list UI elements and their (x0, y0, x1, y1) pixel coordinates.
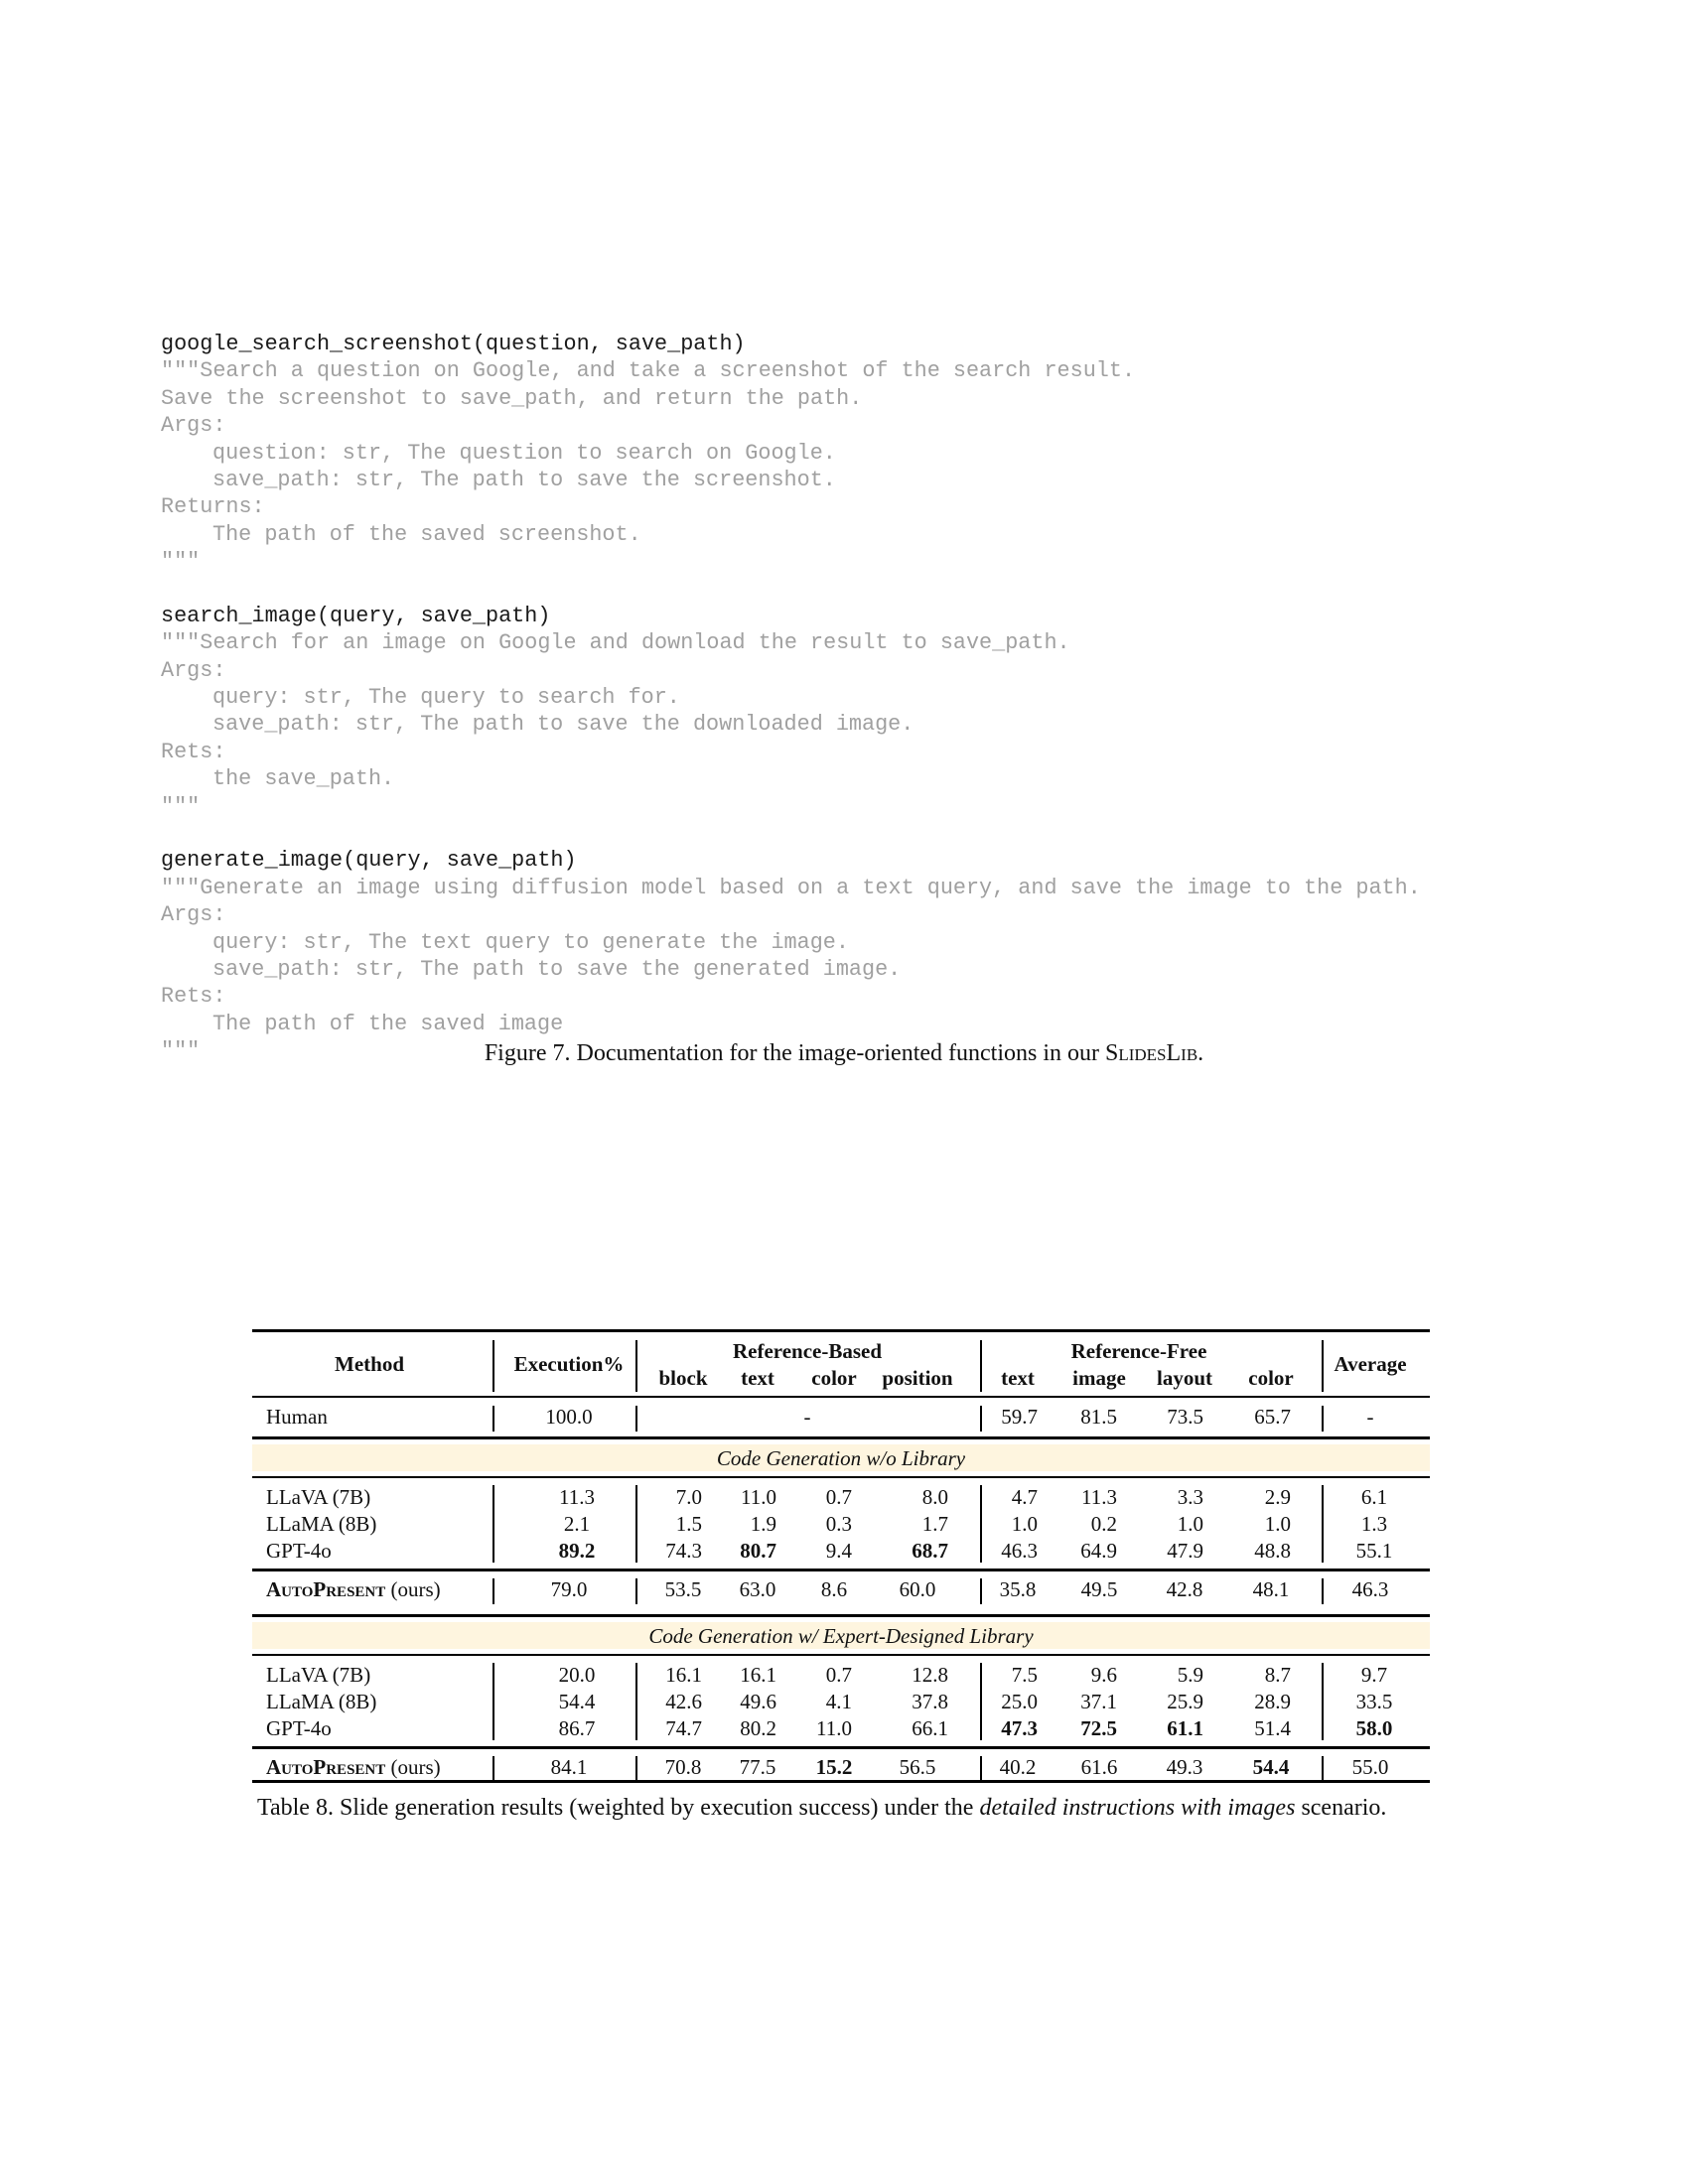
autopresent-name: AutoPresent (266, 1755, 386, 1779)
cell-ref-based: 0.3 (825, 1512, 852, 1536)
figure-caption-text: Figure 7. Documentation for the image-oriented functions in our (484, 1040, 1105, 1066)
header-method: Method (335, 1352, 404, 1376)
column-separator (492, 1406, 494, 1432)
column-separator (492, 1756, 494, 1782)
human-execution: 100.0 (545, 1405, 593, 1429)
ours-ref-free: 42.8 (1166, 1577, 1203, 1601)
table-8-caption (257, 1795, 1386, 1822)
header-ref-free-color: color (1248, 1366, 1294, 1390)
function-signature: generate_image(query, save_path) (161, 848, 577, 874)
column-separator (980, 1663, 982, 1740)
table-caption-suffix: scenario. (1295, 1795, 1387, 1821)
cell-ref-based: 16.1 (665, 1663, 702, 1687)
docstring-line: Rets: (161, 739, 226, 764)
docstring-line: save_path: str, The path to save the downloaded image. (212, 712, 914, 738)
table-caption-scenario: detailed instructions with images (979, 1795, 1296, 1821)
ours-ref-based: 8.6 (820, 1577, 848, 1601)
docstring-line: query: str, The text query to generate the image. (212, 929, 849, 955)
cell-ref-based: 66.1 (912, 1716, 948, 1740)
cell-ref-free: 64.9 (1080, 1539, 1117, 1563)
row-method: LLaMA (8B) (266, 1690, 377, 1713)
cell-ref-free: 25.0 (1001, 1690, 1038, 1713)
table-caption-prefix: Table 8. Slide generation results (weighted by execution success) under the (257, 1795, 980, 1821)
docstring-line: """Generate an image using diffusion model based on a text query, and save the image to the path. (161, 875, 1421, 900)
blank-line (161, 820, 1421, 847)
cell-ref-free: 0.2 (1090, 1512, 1117, 1536)
column-separator (1322, 1340, 1324, 1392)
cell-execution: 2.1 (563, 1512, 591, 1536)
human-method: Human (266, 1405, 328, 1429)
cell-ref-free: 1.0 (1264, 1512, 1291, 1536)
cell-ref-based: 4.1 (825, 1690, 852, 1713)
cell-ref-free: 61.1 (1167, 1716, 1203, 1740)
header-ref-based-text: text (741, 1366, 774, 1390)
cell-ref-based: 74.7 (665, 1716, 702, 1740)
cell-ref-based: 37.8 (912, 1690, 948, 1713)
row-method: GPT-4o (266, 1716, 332, 1740)
cell-ref-based: 0.7 (825, 1663, 852, 1687)
ours-ref-free: 48.1 (1252, 1577, 1290, 1601)
cell-ref-free: 4.7 (1011, 1485, 1038, 1509)
ours-ref-based: 15.2 (815, 1755, 853, 1779)
docstring-line: The path of the saved image (212, 1011, 564, 1036)
cell-ref-based: 68.7 (912, 1539, 948, 1563)
column-separator (492, 1578, 494, 1604)
human-ref-free-value: 65.7 (1254, 1405, 1291, 1429)
section-band-rule (252, 1476, 1430, 1478)
row-method: LLaVA (7B) (266, 1663, 371, 1687)
docstring-line: The path of the saved screenshot. (212, 521, 641, 547)
ours-ref-free: 49.3 (1166, 1755, 1203, 1779)
human-ref-free-value: 73.5 (1167, 1405, 1203, 1429)
ours-method (266, 1577, 441, 1601)
cell-average: 58.0 (1355, 1716, 1393, 1740)
section-top-rule (252, 1614, 1430, 1617)
column-separator (492, 1485, 494, 1563)
docstring-line: question: str, The question to search on Google. (212, 440, 836, 466)
cell-ref-free: 37.1 (1080, 1690, 1117, 1713)
cell-average: 55.1 (1355, 1539, 1393, 1563)
column-separator (635, 1578, 637, 1604)
ours-ref-free: 49.5 (1080, 1577, 1118, 1601)
cell-ref-based: 0.7 (825, 1485, 852, 1509)
cell-ref-based: 11.0 (816, 1716, 852, 1740)
docstring-line: Args: (161, 902, 226, 928)
column-separator (492, 1340, 494, 1392)
header-ref-free-image: image (1072, 1366, 1126, 1390)
docstring-line: Save the screenshot to save_path, and return the path. (161, 385, 863, 411)
column-separator (1322, 1406, 1324, 1432)
docstring-line: save_path: str, The path to save the screenshot. (212, 467, 836, 492)
human-average: - (1366, 1405, 1374, 1429)
cell-ref-free: 11.3 (1081, 1485, 1117, 1509)
docstring-line: """ (161, 1038, 201, 1064)
header-ref-based-position: position (882, 1366, 953, 1390)
ours-ref-based: 63.0 (739, 1577, 776, 1601)
cell-ref-based: 42.6 (665, 1690, 702, 1713)
docstring-line: Args: (161, 413, 226, 439)
cell-execution: 54.4 (558, 1690, 596, 1713)
header-bottom-rule (252, 1396, 1430, 1398)
cell-ref-based: 1.9 (750, 1512, 776, 1536)
function-signature: search_image(query, save_path) (161, 603, 551, 628)
header-reference-based: Reference-Based (732, 1339, 883, 1363)
header-ref-based-color: color (811, 1366, 857, 1390)
docstring-line: the save_path. (212, 766, 395, 792)
ours-suffix: (ours) (385, 1577, 441, 1601)
cell-ref-free: 2.9 (1264, 1485, 1291, 1509)
column-separator (1322, 1578, 1324, 1604)
cell-ref-based: 80.2 (740, 1716, 776, 1740)
column-separator (1322, 1756, 1324, 1782)
table-bottom-rule (252, 1780, 1430, 1783)
docstring-line: query: str, The query to search for. (212, 685, 680, 711)
human-ref-free-value: 81.5 (1080, 1405, 1117, 1429)
docstring-line: Rets: (161, 984, 226, 1010)
column-separator (492, 1663, 494, 1740)
cell-ref-based: 11.0 (741, 1485, 776, 1509)
cell-ref-based: 74.3 (665, 1539, 702, 1563)
ours-method (266, 1755, 441, 1779)
cell-ref-based: 8.0 (921, 1485, 948, 1509)
cell-execution: 11.3 (559, 1485, 595, 1509)
column-separator (980, 1485, 982, 1563)
ours-ref-free: 40.2 (999, 1755, 1037, 1779)
ours-ref-free: 54.4 (1252, 1755, 1290, 1779)
ours-ref-based: 56.5 (899, 1755, 936, 1779)
column-separator (1322, 1663, 1324, 1740)
column-separator (980, 1578, 982, 1604)
column-separator (635, 1756, 637, 1782)
row-method: LLaVA (7B) (266, 1485, 371, 1509)
ours-execution: 84.1 (550, 1755, 588, 1779)
slideslib-name: SlidesLib (1105, 1040, 1198, 1066)
table-top-rule (252, 1329, 1430, 1332)
column-separator (635, 1485, 637, 1563)
docstring-line: """Search a question on Google, and take a screenshot of the search result. (161, 358, 1136, 384)
ours-ref-free: 61.6 (1080, 1755, 1118, 1779)
docstring-line: Returns: (161, 494, 265, 520)
header-ref-free-text: text (1001, 1366, 1035, 1390)
header-execution: Execution% (513, 1352, 625, 1376)
cell-ref-based: 7.0 (675, 1485, 702, 1509)
cell-ref-free: 28.9 (1254, 1690, 1291, 1713)
human-ref-free-value: 59.7 (1001, 1405, 1038, 1429)
cell-ref-based: 12.8 (912, 1663, 948, 1687)
ours-ref-free: 35.8 (999, 1577, 1037, 1601)
blank-line (161, 576, 1421, 603)
cell-ref-free: 7.5 (1011, 1663, 1038, 1687)
cell-average: 33.5 (1355, 1690, 1393, 1713)
cell-ref-based: 1.7 (921, 1512, 948, 1536)
header-ref-free-layout: layout (1156, 1366, 1213, 1390)
column-separator (980, 1756, 982, 1782)
row-method: LLaMA (8B) (266, 1512, 377, 1536)
cell-ref-free: 1.0 (1011, 1512, 1038, 1536)
ours-average: 55.0 (1351, 1755, 1389, 1779)
cell-ref-free: 25.9 (1167, 1690, 1203, 1713)
header-ref-based-block: block (658, 1366, 708, 1390)
cell-ref-free: 46.3 (1001, 1539, 1038, 1563)
ours-top-rule (252, 1746, 1430, 1749)
cell-ref-free: 48.8 (1254, 1539, 1291, 1563)
column-separator (635, 1340, 637, 1392)
header-average: Average (1334, 1352, 1407, 1376)
column-separator (1322, 1485, 1324, 1563)
cell-execution: 86.7 (558, 1716, 596, 1740)
ours-top-rule (252, 1569, 1430, 1571)
docstring-line: Args: (161, 657, 226, 683)
cell-ref-free: 72.5 (1080, 1716, 1117, 1740)
cell-ref-based: 1.5 (675, 1512, 702, 1536)
column-separator (635, 1406, 637, 1432)
ours-average: 46.3 (1351, 1577, 1389, 1601)
row-method: GPT-4o (266, 1539, 332, 1563)
cell-ref-free: 5.9 (1177, 1663, 1203, 1687)
ours-suffix: (ours) (385, 1755, 441, 1779)
human-ref-based: - (803, 1405, 811, 1429)
cell-average: 6.1 (1360, 1485, 1388, 1509)
function-signature: google_search_screenshot(question, save_path) (161, 332, 746, 356)
cell-ref-based: 49.6 (740, 1690, 776, 1713)
cell-ref-free: 9.6 (1090, 1663, 1117, 1687)
column-separator (980, 1340, 982, 1392)
section-label: Code Generation w/ Expert-Designed Library (648, 1624, 1034, 1648)
figure-7-caption (0, 1040, 1688, 1067)
cell-ref-free: 1.0 (1177, 1512, 1203, 1536)
cell-ref-free: 3.3 (1177, 1485, 1203, 1509)
cell-ref-free: 8.7 (1264, 1663, 1291, 1687)
cell-average: 1.3 (1360, 1512, 1388, 1536)
ours-ref-based: 77.5 (739, 1755, 776, 1779)
cell-execution: 89.2 (558, 1539, 596, 1563)
docstring-line: """ (161, 549, 201, 575)
cell-ref-free: 47.3 (1001, 1716, 1038, 1740)
cell-average: 9.7 (1360, 1663, 1388, 1687)
ours-ref-based: 70.8 (664, 1755, 702, 1779)
ours-ref-based: 60.0 (899, 1577, 936, 1601)
cell-ref-based: 16.1 (740, 1663, 776, 1687)
ours-ref-based: 53.5 (664, 1577, 702, 1601)
function-documentation-code-block (161, 331, 1421, 1065)
cell-execution: 20.0 (558, 1663, 596, 1687)
docstring-line: save_path: str, The path to save the generated image. (212, 956, 902, 982)
cell-ref-based: 9.4 (825, 1539, 852, 1563)
cell-ref-based: 80.7 (740, 1539, 776, 1563)
section-label: Code Generation w/o Library (716, 1446, 966, 1470)
autopresent-name: AutoPresent (266, 1577, 386, 1601)
column-separator (635, 1663, 637, 1740)
figure-caption-period: . (1197, 1040, 1204, 1066)
docstring-line: """Search for an image on Google and download the result to save_path. (161, 630, 1070, 656)
section-top-rule (252, 1436, 1430, 1439)
ours-execution: 79.0 (550, 1577, 588, 1601)
column-separator (980, 1406, 982, 1432)
header-reference-free: Reference-Free (1070, 1339, 1207, 1363)
cell-ref-free: 51.4 (1254, 1716, 1291, 1740)
docstring-line: """ (161, 793, 201, 819)
section-band-rule (252, 1654, 1430, 1656)
cell-ref-free: 47.9 (1167, 1539, 1203, 1563)
